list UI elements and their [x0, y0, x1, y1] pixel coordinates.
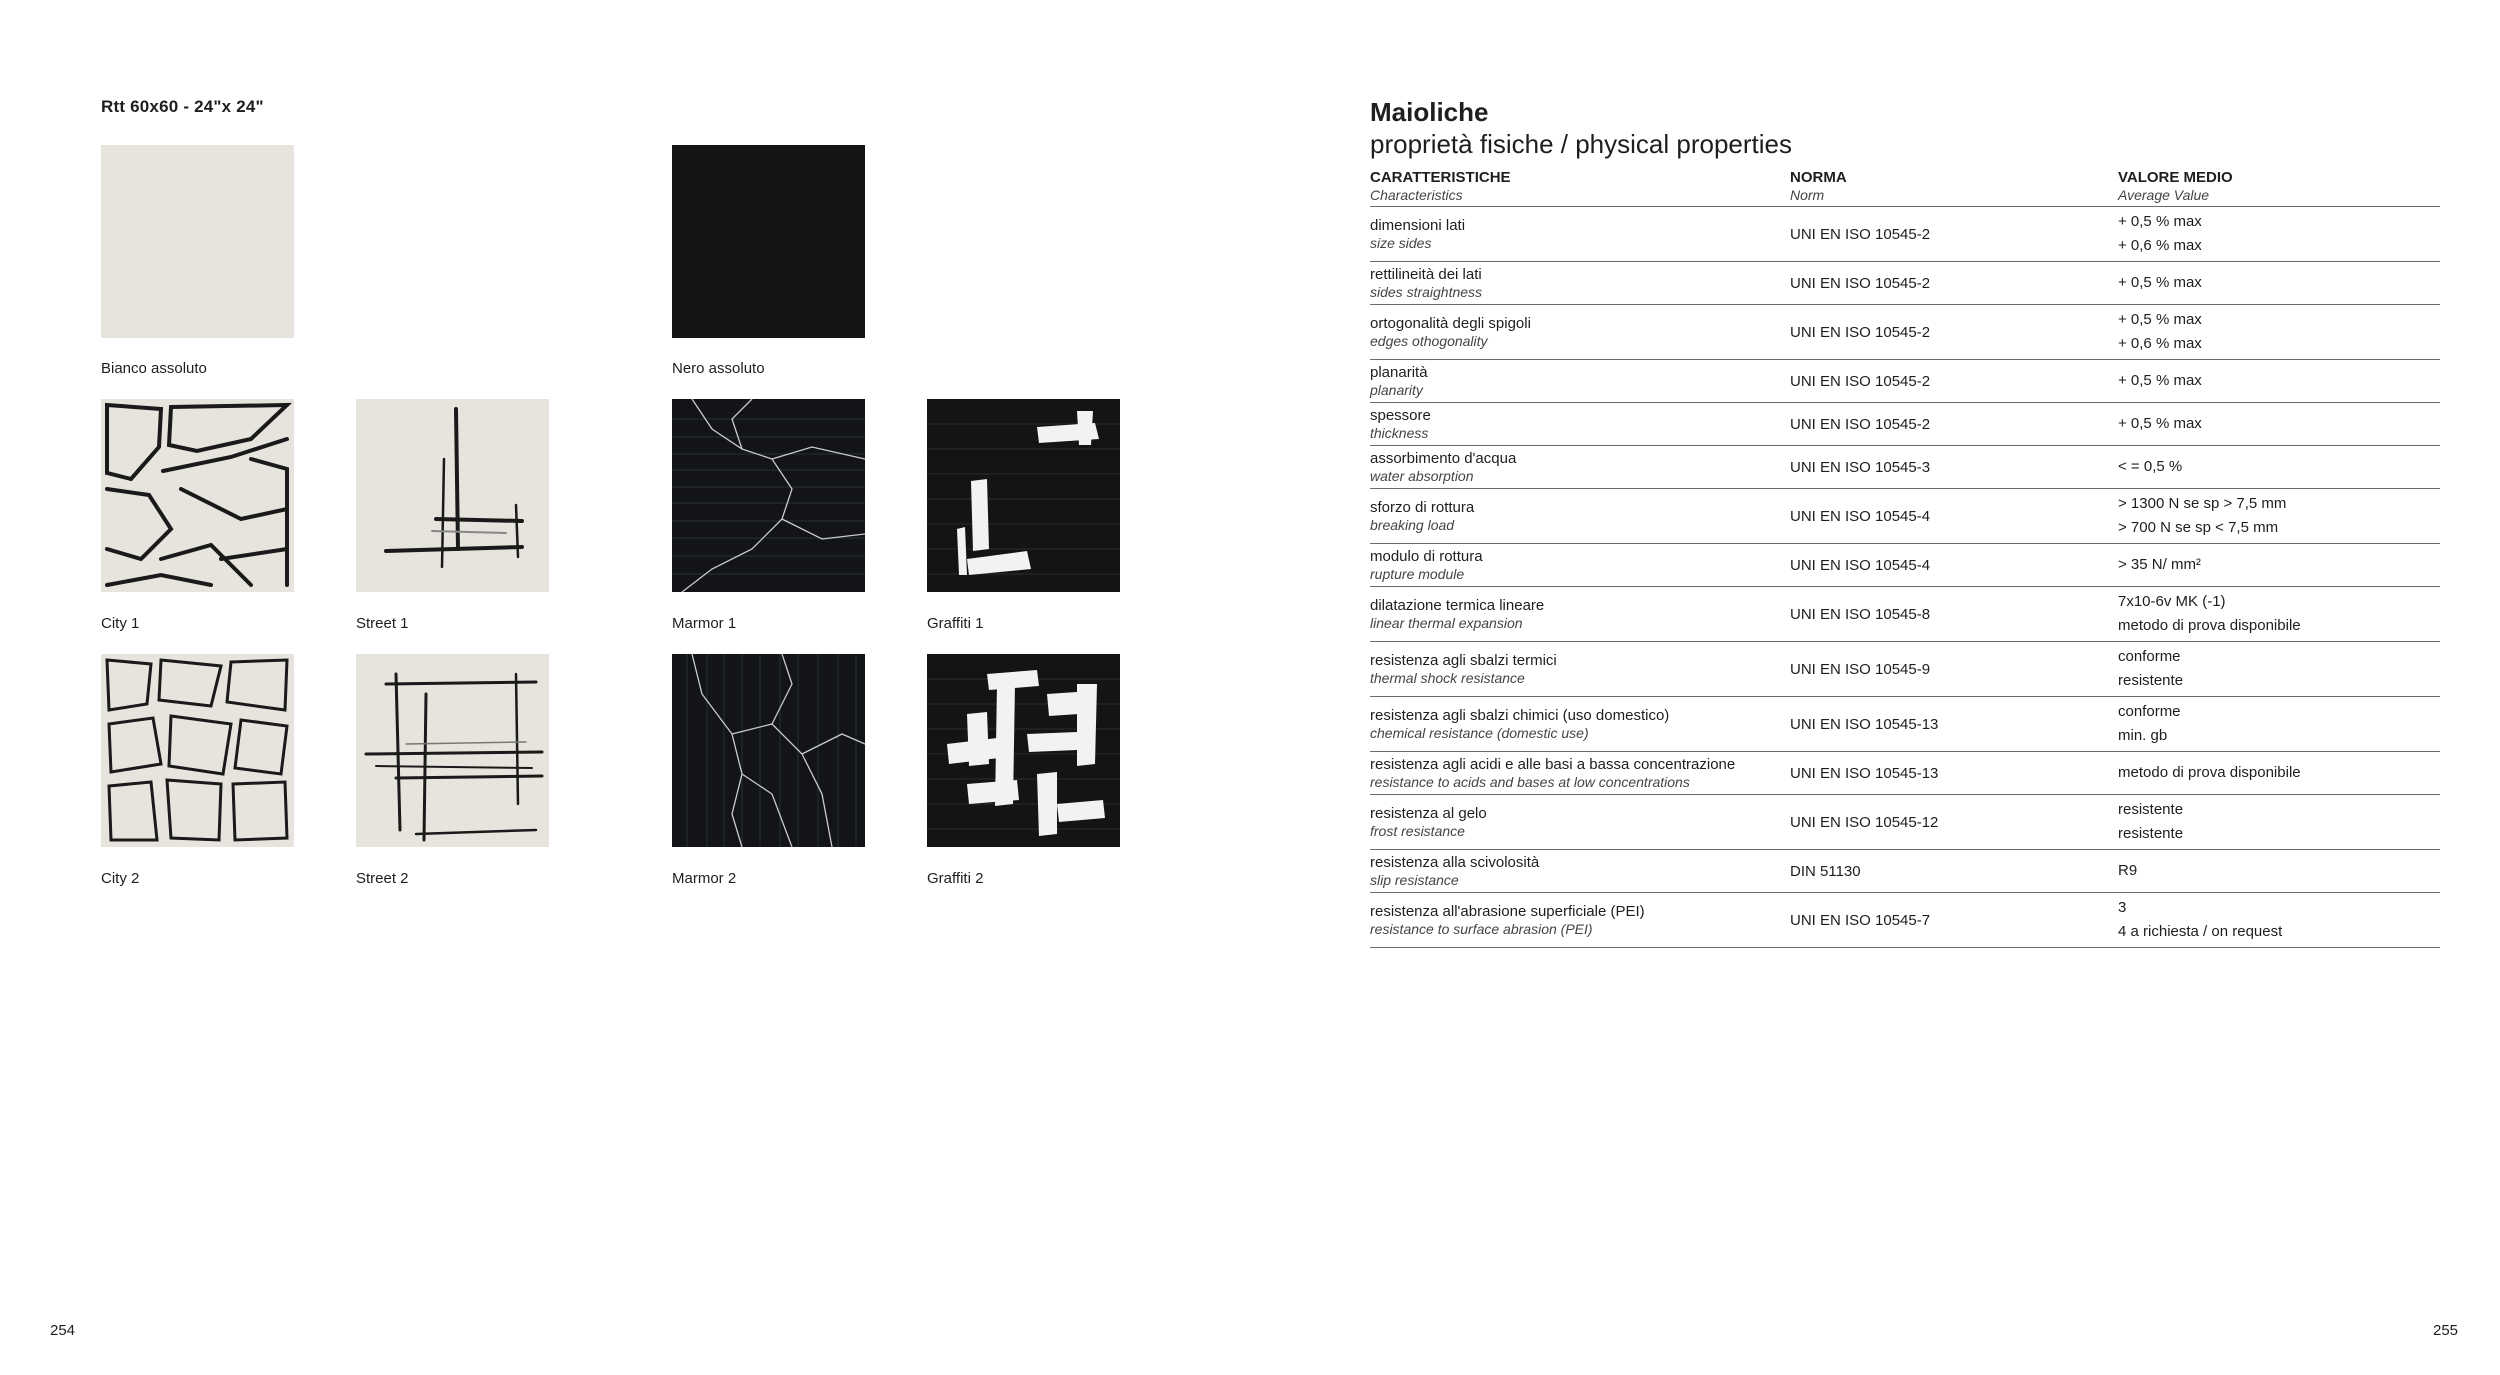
characteristic-it: modulo di rottura: [1370, 548, 1483, 565]
header-characteristics: [1370, 166, 1790, 207]
tile-label: Street 1: [356, 615, 409, 632]
tile-swatch[interactable]: [356, 654, 549, 847]
tile-label: Marmor 1: [672, 615, 737, 632]
characteristic-it: resistenza agli acidi e alle basi a bassa concentrazione: [1370, 756, 1736, 773]
norm-cell: DIN 51130: [1790, 850, 2118, 893]
norm-cell: UNI EN ISO 10545-4: [1790, 544, 2118, 587]
norm-cell: UNI EN ISO 10545-3: [1790, 446, 2118, 489]
characteristic-en: thickness: [1370, 425, 1429, 441]
characteristic-en: linear thermal expansion: [1370, 615, 1523, 631]
table-row: [1370, 262, 2440, 305]
characteristic-it: planarità: [1370, 364, 1428, 381]
table-row: [1370, 893, 2440, 948]
norm-cell: UNI EN ISO 10545-9: [1790, 642, 2118, 697]
characteristic-cell: [1370, 403, 1790, 446]
value-line: + 0,6 % max: [2118, 237, 2202, 254]
value-cell: [2118, 587, 2440, 642]
characteristic-cell: [1370, 850, 1790, 893]
characteristic-en: size sides: [1370, 235, 1432, 251]
value-line: + 0,5 % max: [2118, 311, 2202, 328]
characteristic-cell: [1370, 305, 1790, 360]
characteristic-cell: [1370, 489, 1790, 544]
tile-label: Nero assoluto: [672, 360, 765, 377]
characteristic-it: dimensioni lati: [1370, 217, 1466, 234]
value-cell: [2118, 360, 2440, 403]
table-row: [1370, 489, 2440, 544]
value-line: conforme: [2118, 648, 2181, 665]
value-cell: [2118, 446, 2440, 489]
tile-swatch[interactable]: [927, 399, 1120, 592]
tile-label: City 1: [101, 615, 140, 632]
tile-label: Street 2: [356, 870, 409, 887]
value-line: resistente: [2118, 825, 2184, 842]
value-line: + 0,5 % max: [2118, 372, 2202, 389]
characteristic-cell: [1370, 360, 1790, 403]
characteristic-cell: [1370, 207, 1790, 262]
characteristic-en: rupture module: [1370, 566, 1465, 582]
section-subtitle: proprietà fisiche / physical properties: [1370, 129, 1792, 159]
norm-cell: UNI EN ISO 10545-12: [1790, 795, 2118, 850]
tile-swatch[interactable]: [356, 399, 549, 592]
value-line: 3: [2118, 899, 2127, 916]
characteristic-it: resistenza agli sbalzi termici: [1370, 652, 1557, 669]
tile-swatch[interactable]: [101, 145, 294, 338]
characteristic-cell: [1370, 752, 1790, 795]
characteristic-cell: [1370, 642, 1790, 697]
table-row: [1370, 446, 2440, 489]
norm-cell: UNI EN ISO 10545-2: [1790, 360, 2118, 403]
norm-cell: UNI EN ISO 10545-8: [1790, 587, 2118, 642]
table-row: [1370, 752, 2440, 795]
characteristic-en: planarity: [1370, 382, 1423, 398]
tile-label: Marmor 2: [672, 870, 737, 887]
value-line: + 0,5 % max: [2118, 213, 2202, 230]
norm-cell: UNI EN ISO 10545-4: [1790, 489, 2118, 544]
section-title: Maioliche: [1370, 97, 1489, 127]
characteristic-en: edges othogonality: [1370, 333, 1488, 349]
value-cell: [2118, 697, 2440, 752]
table-row: [1370, 207, 2440, 262]
value-line: + 0,5 % max: [2118, 415, 2202, 432]
table-row: [1370, 544, 2440, 587]
page-number-left: 254: [50, 1322, 76, 1339]
characteristic-it: dilatazione termica lineare: [1370, 597, 1545, 614]
characteristic-en: frost resistance: [1370, 823, 1465, 839]
value-line: > 700 N se sp < 7,5 mm: [2118, 519, 2279, 536]
value-line: 7x10-6v MK (-1): [2118, 593, 2226, 610]
characteristic-it: resistenza alla scivolosità: [1370, 854, 1540, 871]
table-row: [1370, 642, 2440, 697]
value-cell: [2118, 850, 2440, 893]
value-line: > 35 N/ mm²: [2118, 556, 2201, 573]
table-row: [1370, 403, 2440, 446]
value-line: < = 0,5 %: [2118, 458, 2183, 475]
characteristic-it: sforzo di rottura: [1370, 499, 1475, 516]
value-cell: [2118, 642, 2440, 697]
characteristic-en: resistance to surface abrasion (PEI): [1370, 921, 1593, 937]
value-line: metodo di prova disponibile: [2118, 617, 2301, 634]
value-cell: [2118, 305, 2440, 360]
table-row: [1370, 697, 2440, 752]
value-cell: [2118, 207, 2440, 262]
characteristic-it: ortogonalità degli spigoli: [1370, 315, 1531, 332]
physical-properties-section: [1370, 96, 2440, 948]
value-line: > 1300 N se sp > 7,5 mm: [2118, 495, 2287, 512]
header-label-en: Characteristics: [1370, 187, 1463, 203]
characteristic-cell: [1370, 795, 1790, 850]
characteristic-cell: [1370, 697, 1790, 752]
value-cell: [2118, 544, 2440, 587]
value-cell: [2118, 403, 2440, 446]
characteristic-cell: [1370, 893, 1790, 948]
norm-cell: UNI EN ISO 10545-13: [1790, 697, 2118, 752]
value-line: R9: [2118, 862, 2138, 879]
table-body: [1370, 207, 2440, 948]
characteristic-it: resistenza agli sbalzi chimici (uso domestico): [1370, 707, 1670, 724]
value-cell: [2118, 489, 2440, 544]
norm-cell: UNI EN ISO 10545-2: [1790, 305, 2118, 360]
tile-label: Graffiti 2: [927, 870, 984, 887]
header-label-it: CARATTERISTICHE: [1370, 169, 1511, 186]
tile-swatch[interactable]: [101, 399, 294, 592]
table-row: [1370, 305, 2440, 360]
tile-swatch[interactable]: [672, 654, 865, 847]
norm-cell: UNI EN ISO 10545-2: [1790, 403, 2118, 446]
tile-swatch[interactable]: [101, 654, 294, 847]
characteristic-en: chemical resistance (domestic use): [1370, 725, 1589, 741]
characteristic-it: spessore: [1370, 407, 1431, 424]
norm-cell: UNI EN ISO 10545-13: [1790, 752, 2118, 795]
value-cell: [2118, 893, 2440, 948]
characteristic-it: resistenza al gelo: [1370, 805, 1487, 822]
page-number-right: 255: [2433, 1322, 2459, 1339]
tile-label: Bianco assoluto: [101, 360, 207, 377]
header-average-value: [2118, 166, 2440, 207]
characteristic-en: breaking load: [1370, 517, 1455, 533]
table-row: [1370, 587, 2440, 642]
tile-label: City 2: [101, 870, 140, 887]
characteristic-it: rettilineità dei lati: [1370, 266, 1482, 283]
characteristic-it: resistenza all'abrasione superficiale (PEI): [1370, 903, 1645, 920]
value-line: + 0,5 % max: [2118, 274, 2202, 291]
value-cell: [2118, 795, 2440, 850]
value-line: conforme: [2118, 703, 2181, 720]
value-cell: [2118, 262, 2440, 305]
tile-label: Graffiti 1: [927, 615, 984, 632]
value-line: resistente: [2118, 801, 2184, 818]
norm-cell: UNI EN ISO 10545-2: [1790, 207, 2118, 262]
norm-cell: UNI EN ISO 10545-7: [1790, 893, 2118, 948]
characteristic-cell: [1370, 446, 1790, 489]
value-cell: [2118, 752, 2440, 795]
tile-swatch[interactable]: [927, 654, 1120, 847]
tile-swatch[interactable]: [672, 145, 865, 338]
header-label-en: Norm: [1790, 187, 1825, 203]
characteristic-en: slip resistance: [1370, 872, 1459, 888]
characteristic-en: water absorption: [1370, 468, 1474, 484]
table-row: [1370, 360, 2440, 403]
table-header-row: [1370, 166, 2440, 207]
header-label-it: NORMA: [1790, 169, 1847, 186]
header-label-it: VALORE MEDIO: [2118, 169, 2233, 186]
characteristic-cell: [1370, 587, 1790, 642]
properties-table: [1370, 166, 2440, 948]
characteristic-it: assorbimento d'acqua: [1370, 450, 1517, 467]
value-line: + 0,6 % max: [2118, 335, 2202, 352]
value-line: min. gb: [2118, 727, 2168, 744]
norm-cell: UNI EN ISO 10545-2: [1790, 262, 2118, 305]
characteristic-en: sides straightness: [1370, 284, 1483, 300]
header-norm: [1790, 166, 2118, 207]
table-row: [1370, 795, 2440, 850]
value-line: resistente: [2118, 672, 2184, 689]
value-line: 4 a richiesta / on request: [2118, 923, 2283, 940]
collection-format-title: Rtt 60x60 - 24"x 24": [101, 97, 264, 116]
table-row: [1370, 850, 2440, 893]
characteristic-en: resistance to acids and bases at low concentrations: [1370, 774, 1690, 790]
characteristic-cell: [1370, 544, 1790, 587]
characteristic-en: thermal shock resistance: [1370, 670, 1525, 686]
tile-swatch[interactable]: [672, 399, 865, 592]
characteristic-cell: [1370, 262, 1790, 305]
header-label-en: Average Value: [2118, 187, 2210, 203]
value-line: metodo di prova disponibile: [2118, 764, 2301, 781]
